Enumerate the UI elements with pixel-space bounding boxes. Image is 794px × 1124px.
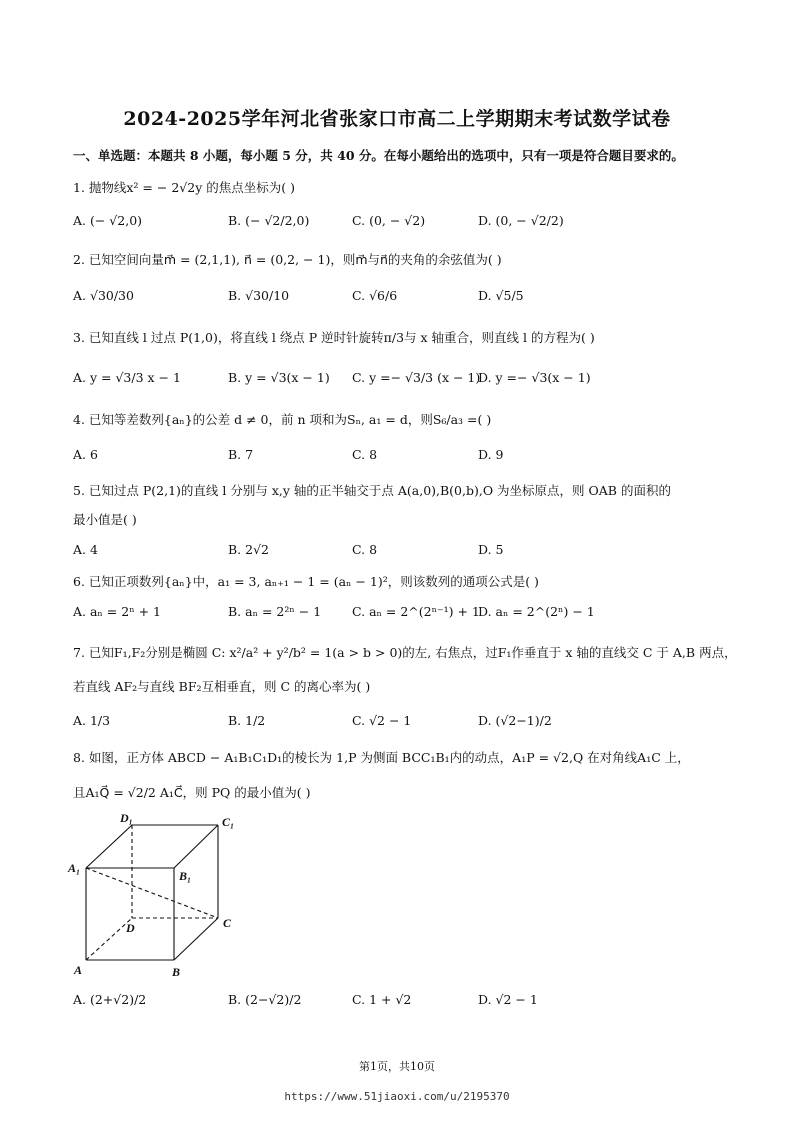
question-3-option-c: C. y =− √3/3 (x − 1)	[352, 370, 481, 385]
question-2-option-b: B. √30/10	[228, 288, 290, 303]
question-3-stem: 3. 已知直线 l 过点 P(1,0)，将直线 l 绕点 P 逆时针旋转π/3与 x 轴重合，则直线 l 的方程为( )	[73, 330, 595, 345]
label-a1: A₁	[68, 861, 81, 875]
label-b1: B₁	[179, 869, 192, 883]
question-1-option-c: C. (0, − √2)	[352, 213, 426, 228]
label-c: C	[223, 916, 232, 930]
cube-figure	[66, 810, 256, 986]
question-8-option-a: A. (2+√2)/2	[73, 992, 147, 1007]
question-2-option-c: C. √6/6	[352, 288, 398, 303]
question-5-option-b: B. 2√2	[228, 542, 270, 557]
question-3-option-a: A. y = √3/3 x − 1	[73, 370, 181, 385]
question-4-option-a: A. 6	[73, 447, 98, 462]
question-2-option-a: A. √30/30	[73, 288, 134, 303]
question-8-stem: 8. 如图，正方体 ABCD − A₁B₁C₁D₁的棱长为 1,P 为侧面 BCC₁B₁内的动点，A₁P = √2,Q 在对角线A₁C 上，	[73, 750, 690, 765]
question-5-option-a: A. 4	[73, 542, 98, 557]
question-2-option-d: D. √5/5	[478, 288, 524, 303]
diagonal-a1c	[86, 868, 218, 918]
question-1-option-a: A. (− √2,0)	[73, 213, 143, 228]
question-5-option-d: D. 5	[478, 542, 504, 557]
question-5-stem-cont: 最小值是( )	[73, 512, 137, 527]
question-3-option-b: B. y = √3(x − 1)	[228, 370, 330, 385]
question-7-stem: 7. 已知F₁,F₂分别是椭圆 C: x²/a² + y²/b² = 1(a > b > 0)的左, 右焦点，过F₁作垂直于 x 轴的直线交 C 于 A,B 两点，	[73, 645, 737, 660]
question-7-option-c: C. √2 − 1	[352, 713, 412, 728]
question-7-option-b: B. 1/2	[228, 713, 266, 728]
label-b: B	[172, 965, 181, 979]
question-6-option-a: A. aₙ = 2ⁿ + 1	[73, 604, 161, 619]
question-6-stem: 6. 已知正项数列{aₙ}中，a₁ = 3, aₙ₊₁ − 1 = (aₙ − 1)²，则该数列的通项公式是( )	[73, 574, 539, 589]
label-d1: D₁	[120, 811, 133, 825]
question-4-option-b: B. 7	[228, 447, 254, 462]
question-1-option-d: D. (0, − √2/2)	[478, 213, 564, 228]
question-4-stem: 4. 已知等差数列{aₙ}的公差 d ≠ 0，前 n 项和为Sₙ, a₁ = d，则S₆/a₃ =( )	[73, 412, 492, 427]
question-8-option-b: B. (2−√2)/2	[228, 992, 302, 1007]
question-2-stem: 2. 已知空间向量m⃗ = (2,1,1), n⃗ = (0,2, − 1)，则m⃗与n⃗的夹角的余弦值为( )	[73, 252, 502, 267]
label-d: D	[126, 921, 135, 935]
question-7-stem-cont: 若直线 AF₂与直线 BF₂互相垂直，则 C 的离心率为( )	[73, 679, 371, 694]
question-4-option-d: D. 9	[478, 447, 504, 462]
question-1-option-b: B. (− √2/2,0)	[228, 213, 310, 228]
question-3-option-d: D. y =− √3(x − 1)	[478, 370, 591, 385]
question-7-option-a: A. 1/3	[73, 713, 111, 728]
edge-b1c1	[174, 825, 218, 868]
edge-bc	[174, 918, 218, 960]
question-6-option-b: B. aₙ = 2²ⁿ − 1	[228, 604, 322, 619]
section-heading: 一、单选题：本题共 8 小题，每小题 5 分，共 40 分。在每小题给出的选项中，只有一项是符合题目要求的。	[73, 148, 684, 163]
question-7-option-d: D. (√2−1)/2	[478, 713, 552, 728]
watermark-url: https://www.51jiaoxi.com/u/2195370	[284, 1090, 510, 1103]
question-1-stem: 1. 抛物线x² = − 2√2y 的焦点坐标为( )	[73, 180, 295, 195]
question-4-option-c: C. 8	[352, 447, 378, 462]
question-8-stem-cont: 且A₁Q⃗ = √2/2 A₁C⃗，则 PQ 的最小值为( )	[73, 785, 311, 800]
question-6-option-d: D. aₙ = 2^(2ⁿ) − 1	[478, 604, 595, 619]
label-c1: C₁	[222, 815, 235, 829]
label-a: A	[74, 963, 83, 977]
edge-a1d1	[86, 825, 132, 868]
question-8-option-c: C. 1 + √2	[352, 992, 412, 1007]
question-6-option-c: C. aₙ = 2^(2ⁿ⁻¹) + 1	[352, 604, 480, 619]
page-footer: 第1页，共10页	[359, 1060, 435, 1073]
question-8-option-d: D. √2 − 1	[478, 992, 538, 1007]
question-5-stem: 5. 已知过点 P(2,1)的直线 l 分别与 x,y 轴的正半轴交于点 A(a,0),B(0,b),O 为坐标原点，则 OAB 的面积的	[73, 483, 671, 498]
page-title: 2024-2025学年河北省张家口市高二上学期期末考试数学试卷	[123, 108, 671, 130]
question-5-option-c: C. 8	[352, 542, 378, 557]
